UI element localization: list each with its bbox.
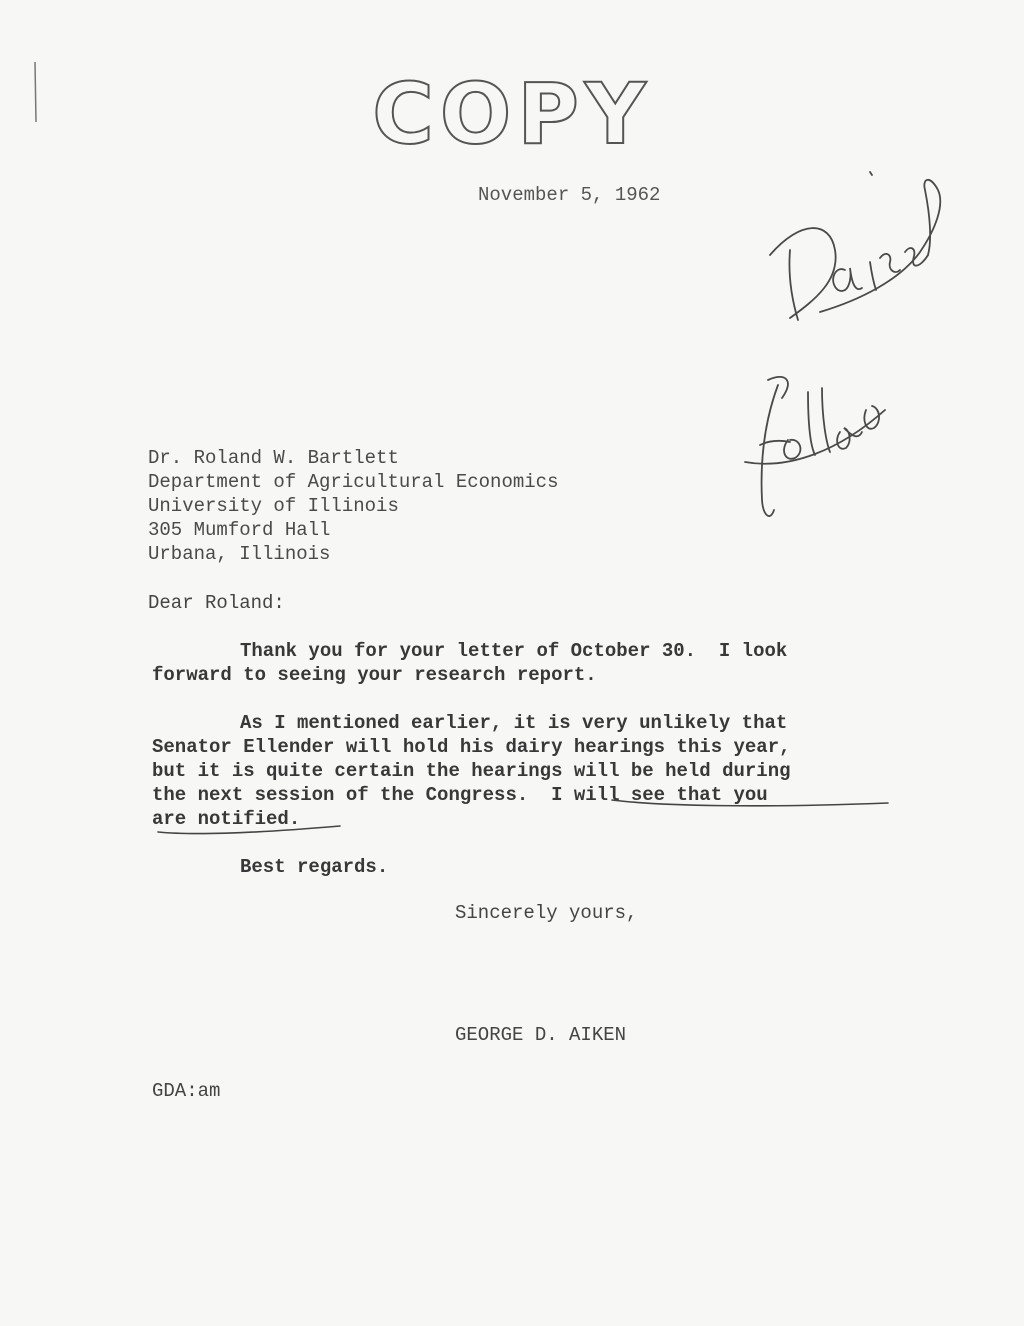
- handwritten-dairy-note: [770, 172, 940, 320]
- typist-initials: GDA:am: [152, 1080, 221, 1102]
- signature-name: GEORGE D. AIKEN: [455, 1024, 627, 1046]
- handwritten-followup-note: [745, 377, 885, 516]
- paragraph-2-line: the next session of the Congress. I will see that you: [152, 784, 768, 806]
- recipient-street: 305 Mumford Hall: [148, 519, 331, 541]
- paragraph-2-line: but it is quite certain the hearings will be held during: [152, 760, 791, 782]
- paragraph-2-line: Senator Ellender will hold his dairy hearings this year,: [152, 736, 791, 758]
- closing-sincerely: Sincerely yours,: [455, 902, 638, 924]
- paragraph-1-line: forward to seeing your research report.: [152, 664, 597, 686]
- letter-date: November 5, 1962: [478, 184, 661, 206]
- copy-stamp: COPY: [372, 65, 652, 163]
- recipient-department: Department of Agricultural Economics: [148, 471, 559, 493]
- paragraph-1-line: Thank you for your letter of October 30. I look: [240, 640, 788, 662]
- closing-regards: Best regards.: [240, 856, 389, 878]
- paragraph-2-line: are notified.: [152, 808, 301, 830]
- paragraph-2-line: As I mentioned earlier, it is very unlikely that: [240, 712, 788, 734]
- salutation: Dear Roland:: [148, 592, 285, 614]
- recipient-city: Urbana, Illinois: [148, 543, 331, 565]
- recipient-name: Dr. Roland W. Bartlett: [148, 447, 399, 469]
- recipient-university: University of Illinois: [148, 495, 399, 517]
